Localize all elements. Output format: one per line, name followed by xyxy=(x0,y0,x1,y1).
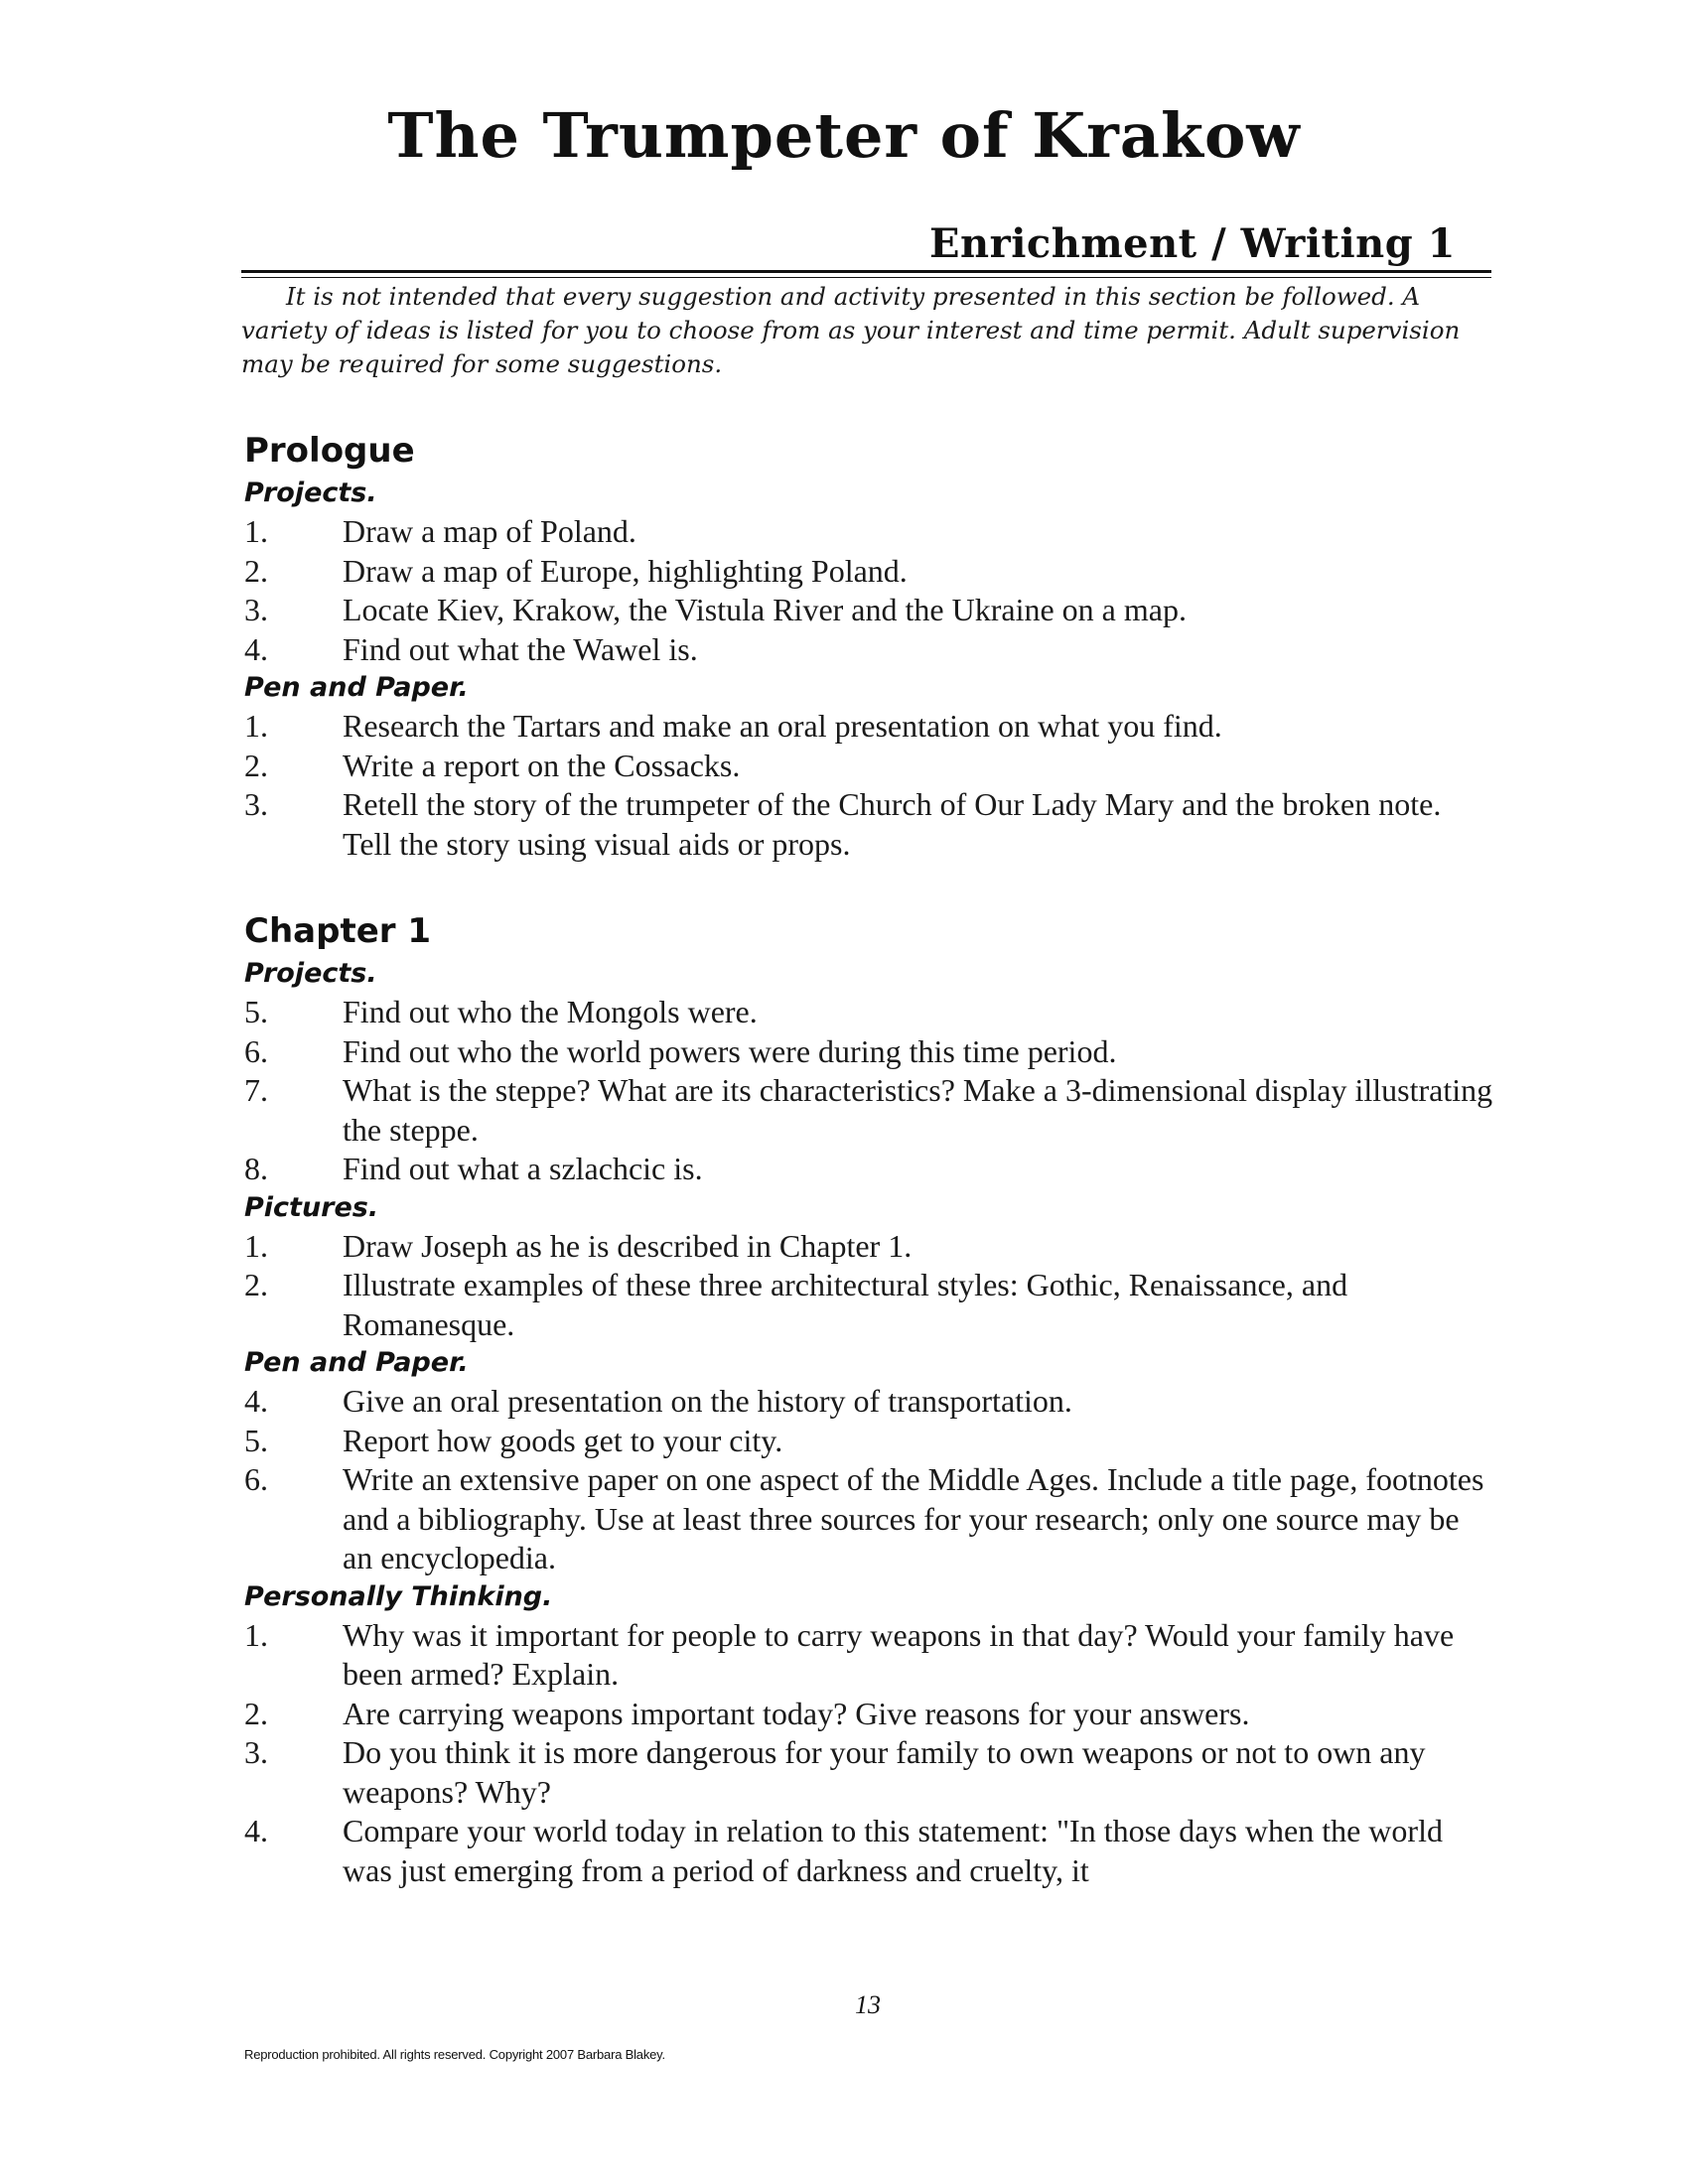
list-item xyxy=(244,1733,1495,1812)
item-number: 8. xyxy=(244,1151,268,1186)
item-number: 6. xyxy=(244,1032,268,1069)
item-text: Draw a map of Poland. xyxy=(343,513,636,549)
section xyxy=(244,907,1495,1890)
page-number: 13 xyxy=(855,1990,881,2019)
item-text: Do you think it is more dangerous for your family to own weapons or not to own any weapons? Why? xyxy=(343,1734,1426,1810)
list-item xyxy=(244,630,1495,670)
item-text: Draw Joseph as he is described in Chapter 1. xyxy=(343,1227,913,1264)
activity-group xyxy=(244,1344,1495,1578)
item-text: What is the steppe? What are its characteristics? Make a 3-dimensional display illustrating the steppe. xyxy=(343,1072,1493,1148)
list-item xyxy=(244,1032,1495,1072)
list-item xyxy=(244,1227,1495,1267)
activity-group xyxy=(244,1189,1495,1345)
group-heading: Pictures. xyxy=(244,1191,379,1223)
list-item xyxy=(244,1071,1495,1150)
item-text: Illustrate examples of these three architectural styles: Gothic, Renaissance, and Romanesque. xyxy=(343,1267,1348,1342)
item-number: 1. xyxy=(244,1616,268,1653)
item-number: 1. xyxy=(244,513,268,549)
item-number: 4. xyxy=(244,630,268,667)
list-item xyxy=(244,1150,1495,1189)
page-subtitle: Enrichment / Writing 1 xyxy=(929,220,1456,267)
section-heading: Prologue xyxy=(244,431,415,471)
item-text: Retell the story of the trumpeter of the Church of Our Lady Mary and the broken note. Tell the story using visual aids or props. xyxy=(343,786,1442,862)
item-text: Find out who the world powers were during this time period. xyxy=(343,1032,1117,1069)
item-number: 4. xyxy=(244,1383,268,1419)
activity-group xyxy=(244,1578,1495,1891)
list-item xyxy=(244,1812,1495,1890)
group-heading: Pen and Paper. xyxy=(244,1347,469,1378)
item-number: 2. xyxy=(244,1695,268,1731)
item-number: 3. xyxy=(244,592,268,627)
list-item xyxy=(244,1422,1495,1461)
list-item xyxy=(244,747,1495,786)
list-item xyxy=(244,1266,1495,1344)
item-number: 3. xyxy=(244,786,268,822)
list-item xyxy=(244,993,1495,1032)
header-rule-thin xyxy=(241,277,1491,278)
item-number: 4. xyxy=(244,1813,268,1848)
item-text: Write a report on the Cossacks. xyxy=(343,747,741,783)
list-item xyxy=(244,707,1495,747)
item-number: 1. xyxy=(244,708,268,744)
item-text: Report how goods get to your city. xyxy=(343,1422,783,1458)
item-text: Are carrying weapons important today? Give reasons for your answers. xyxy=(343,1695,1250,1731)
item-number: 2. xyxy=(244,1267,268,1302)
list-item xyxy=(244,512,1495,552)
activity-sections xyxy=(244,427,1495,1934)
item-text: Locate Kiev, Krakow, the Vistula River and the Ukraine on a map. xyxy=(343,592,1187,627)
activity-group xyxy=(244,475,1495,669)
item-text: Research the Tartars and make an oral presentation on what you find. xyxy=(343,708,1222,744)
item-number: 3. xyxy=(244,1734,268,1770)
item-number: 2. xyxy=(244,747,268,783)
item-text: Why was it important for people to carry weapons in that day? Would your family have been armed? Explain. xyxy=(343,1616,1455,1692)
item-text: Compare your world today in relation to this statement: "In those days when the world was just emerging from a period of darkness and cruelty, it xyxy=(343,1813,1443,1888)
list-item xyxy=(244,785,1495,864)
group-heading: Pen and Paper. xyxy=(244,672,469,703)
group-heading: Personally Thinking. xyxy=(244,1580,553,1612)
section xyxy=(244,427,1495,864)
item-number: 6. xyxy=(244,1461,268,1497)
item-number: 7. xyxy=(244,1072,268,1108)
item-text: Give an oral presentation on the history of transportation. xyxy=(343,1383,1072,1419)
item-text: Draw a map of Europe, highlighting Poland. xyxy=(343,552,908,589)
section-heading: Chapter 1 xyxy=(244,911,432,951)
list-item xyxy=(244,1460,1495,1578)
page-title: The Trumpeter of Krakow xyxy=(387,99,1301,172)
intro-paragraph: It is not intended that every suggestion and activity presented in this section be followed. A variety of ideas is listed for you to choose from as your interest and time permit. Adult supervision may be required for some suggestions. xyxy=(241,282,1461,378)
activity-group xyxy=(244,669,1495,864)
copyright-notice: Reproduction prohibited. All rights reserved. Copyright 2007 Barbara Blakey. xyxy=(244,2047,665,2062)
item-text: Find out what a szlachcic is. xyxy=(343,1151,703,1186)
item-number: 2. xyxy=(244,552,268,589)
list-item xyxy=(244,1695,1495,1734)
item-number: 1. xyxy=(244,1227,268,1264)
list-item xyxy=(244,591,1495,630)
item-text: Write an extensive paper on one aspect of the Middle Ages. Include a title page, footnotes and a bibliography. Use at least three sources for your research; only one source may be an encyclopedia. xyxy=(343,1461,1484,1575)
list-item xyxy=(244,1382,1495,1422)
item-text: Find out what the Wawel is. xyxy=(343,630,698,667)
item-number: 5. xyxy=(244,994,268,1029)
item-number: 5. xyxy=(244,1422,268,1458)
group-heading: Projects. xyxy=(244,958,377,989)
group-heading: Projects. xyxy=(244,478,377,508)
activity-group xyxy=(244,955,1495,1189)
header-rule xyxy=(241,270,1491,273)
item-text: Find out who the Mongols were. xyxy=(343,994,758,1029)
list-item xyxy=(244,1616,1495,1695)
list-item xyxy=(244,552,1495,592)
